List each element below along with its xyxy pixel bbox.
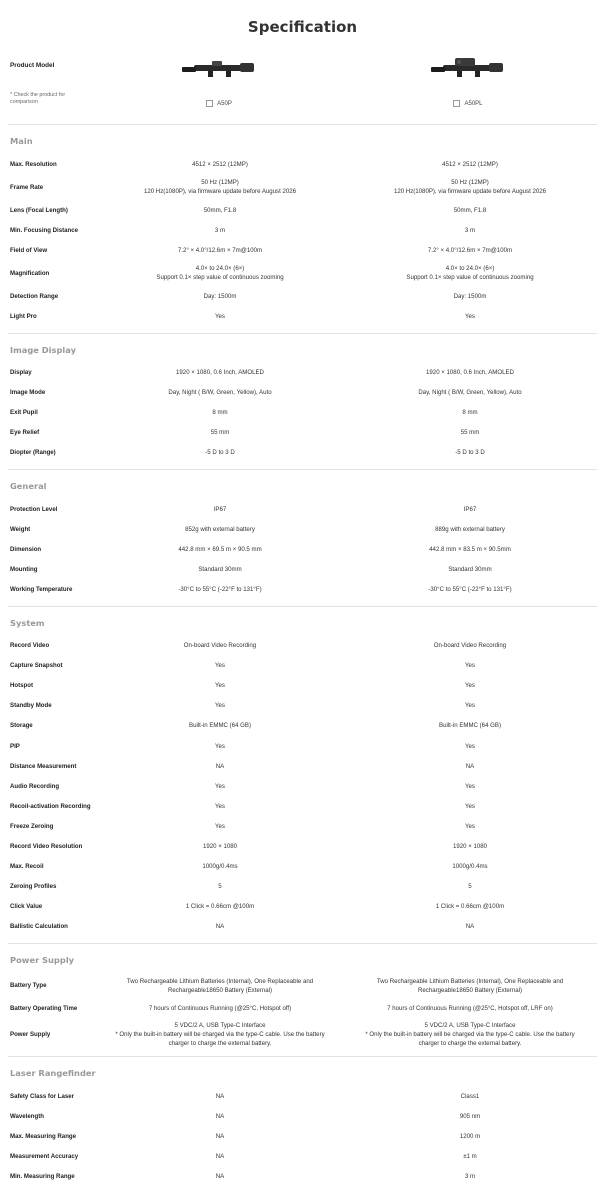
spec-label: Mounting (10, 565, 38, 573)
spec-value-a50p: -30°C to 55°C (-22°F to 131°F) (178, 585, 262, 593)
spec-row (0, 857, 605, 877)
spec-value-a50p: NA (215, 923, 225, 931)
spec-value-a50p: 55 mm (210, 429, 230, 437)
spec-value-a50pl: Standard 30mm (448, 565, 492, 573)
section-title: Laser Rangefinder (10, 1068, 96, 1078)
spec-row (0, 877, 605, 897)
spec-value-a50p: NA (215, 1152, 225, 1160)
spec-label: Max. Recoil (10, 863, 44, 871)
spec-value-a50p: Yes (215, 822, 225, 830)
spec-label: Hotspot (10, 682, 34, 690)
spec-sections (0, 124, 605, 1192)
spec-value-a50pl: 4512 × 2512 (12MP) (442, 160, 498, 168)
spec-value-a50p: Yes (215, 702, 225, 710)
spec-label: Min. Focusing Distance (10, 226, 79, 234)
spec-label: Battery Type (10, 982, 47, 990)
spec-value-a50pl: Class1 (460, 1092, 480, 1100)
spec-label: Frame Rate (10, 183, 44, 191)
spec-value-a50pl: ±1 m (463, 1152, 477, 1160)
spec-value-a50pl: Day, Night ( B/W, Green, Yellow), Auto (418, 389, 522, 397)
spec-value-a50pl: Day: 1500m (453, 292, 487, 300)
spec-label: Diopter (Range) (10, 449, 56, 457)
spec-row (0, 999, 605, 1019)
spec-label: Click Value (10, 903, 43, 911)
spec-row (0, 836, 605, 856)
spec-row (0, 756, 605, 776)
section-title: Image Display (10, 344, 76, 355)
spec-value-a50p: Yes (215, 802, 225, 810)
rifle-scope-image (423, 54, 513, 84)
spec-label: PIP (10, 742, 20, 750)
spec-row (0, 443, 605, 463)
spec-row (0, 403, 605, 423)
spec-row (0, 736, 605, 756)
spec-row (0, 306, 605, 326)
spec-value-a50pl: NA (465, 762, 475, 770)
spec-value-a50p: On-board Video Recording (183, 642, 257, 650)
spec-row (0, 499, 605, 519)
spec-value-a50p: -5 D to 3 D (205, 449, 235, 457)
spec-value-a50pl: Two Rechargeable Lithium Batteries (Internal), One Replaceable and Rechargeable18650 Battery (External) (376, 977, 564, 994)
spec-label: Measurement Accuracy (10, 1152, 79, 1160)
spec-label: Display (10, 369, 32, 377)
spec-row (0, 636, 605, 656)
spec-value-a50p: 1 Click = 0.66cm @100m (185, 903, 255, 911)
spec-value-a50pl: 7.2° × 4.0°/12.6m × 7m@100m (427, 246, 513, 254)
spec-value-a50p: Yes (215, 682, 225, 690)
spec-label: Capture Snapshot (10, 662, 63, 670)
spec-value-a50p: 50mm, F1.8 (203, 206, 237, 214)
spec-label: Exit Pupil (10, 409, 38, 417)
spec-row (0, 559, 605, 579)
spec-label: Ballistic Calculation (10, 923, 68, 931)
spec-row (0, 1106, 605, 1126)
spec-value-a50p: 7 hours of Continuous Running (@25°C, Hotspot off) (148, 1005, 292, 1013)
spec-value-a50p: NA (215, 1092, 225, 1100)
spec-value-a50p: 5 VDC/2 A, USB Type-C Interface * Only the built-in battery will be charged via the type-C cable. Use the battery charger to charge the external battery. (115, 1022, 325, 1047)
spec-label: Detection Range (10, 292, 59, 300)
spec-row (0, 423, 605, 443)
product-model-label: Product Model (10, 62, 55, 69)
spec-value-a50pl: 5 VDC/2 A, USB Type-C Interface * Only the built-in battery will be charged via the type-C cable. Use the battery charger to charge the external battery. (365, 1022, 575, 1047)
spec-row (0, 1146, 605, 1166)
compare-checkbox-a50pl[interactable] (453, 100, 482, 107)
section-title: Power Supply (10, 954, 75, 965)
spec-row (0, 656, 605, 676)
spec-value-a50pl: 4.0× to 24.0× (6×) Support 0.1× step value of continuous zooming (406, 265, 534, 282)
spec-value-a50pl: 1920 × 1080, 0.6 Inch, AMOLED (426, 369, 514, 377)
product-name: A50P (217, 100, 232, 107)
spec-value-a50p: NA (215, 762, 225, 770)
spec-value-a50p: NA (215, 1172, 225, 1180)
spec-value-a50pl: 3 m (464, 1172, 476, 1180)
spec-label: Weight (10, 525, 31, 533)
spec-label: Zeroing Profiles (10, 883, 57, 891)
spec-label: Record Video Resolution (10, 842, 83, 850)
spec-value-a50p: 442.8 mm × 69.5 m × 90.5 mm (178, 545, 262, 553)
spec-row (0, 220, 605, 240)
spec-label: Standby Mode (10, 702, 52, 710)
spec-value-a50pl: Yes (465, 313, 475, 321)
spec-value-a50pl: Yes (465, 802, 475, 810)
spec-value-a50pl: 1000g/0.4ms (452, 863, 488, 871)
spec-value-a50p: 50 Hz (12MP) 120 Hz(1080P), via firmware update before August 2026 (143, 179, 297, 196)
compare-checkbox-a50p[interactable] (206, 100, 232, 107)
spec-value-a50pl: 50mm, F1.8 (453, 206, 487, 214)
spec-label: Power Supply (10, 1031, 51, 1038)
spec-label: Recoil-activation Recording (10, 802, 91, 810)
spec-value-a50pl: NA (465, 923, 475, 931)
product-card-a50p (159, 54, 279, 109)
spec-row (0, 816, 605, 836)
spec-value-a50pl: Built-in EMMC (64 GB) (439, 722, 501, 730)
spec-row (0, 174, 605, 200)
spec-row (0, 917, 605, 937)
spec-label: Storage (10, 722, 33, 730)
spec-value-a50pl: Yes (465, 742, 475, 750)
spec-row (0, 796, 605, 816)
spec-value-a50p: Yes (215, 662, 225, 670)
spec-label: Max. Measuring Range (10, 1132, 77, 1140)
spec-value-a50pl: 905 nm (459, 1112, 481, 1120)
spec-value-a50pl: 442.8 mm × 83.5 m × 90.5mm (429, 545, 511, 553)
spec-value-a50pl: 50 Hz (12MP) 120 Hz(1080P), via firmware update before August 2026 (393, 179, 547, 196)
spec-row (0, 1086, 605, 1106)
spec-value-a50p: 5 (218, 883, 222, 891)
spec-label: Image Mode (10, 389, 46, 397)
spec-row (0, 1019, 605, 1050)
spec-value-a50p: 1000g/0.4ms (202, 863, 238, 871)
spec-value-a50p: 7.2° × 4.0°/12.6m × 7m@100m (177, 246, 263, 254)
spec-value-a50p: Day, Night ( B/W, Green, Yellow), Auto (168, 389, 272, 397)
spec-row (0, 260, 605, 286)
spec-row (0, 696, 605, 716)
product-model-row (0, 54, 605, 124)
spec-row (0, 200, 605, 220)
spec-value-a50pl: Yes (465, 662, 475, 670)
spec-value-a50pl: Yes (465, 682, 475, 690)
spec-value-a50p: 1920 × 1080, 0.6 Inch, AMOLED (176, 369, 264, 377)
spec-row (0, 154, 605, 174)
spec-label: Wavelength (10, 1112, 44, 1120)
spec-value-a50pl: 889g with external battery (435, 525, 505, 533)
spec-row (0, 363, 605, 383)
spec-row (0, 240, 605, 260)
spec-row (0, 383, 605, 403)
spec-row (0, 579, 605, 599)
checkbox-box[interactable] (206, 100, 213, 107)
spec-value-a50pl: 55 mm (460, 429, 480, 437)
spec-label: Dimension (10, 545, 42, 553)
spec-value-a50p: 3 m (214, 226, 226, 234)
spec-value-a50p: Yes (215, 313, 225, 321)
spec-row (0, 973, 605, 999)
spec-label: Safety Class for Laser (10, 1092, 75, 1100)
spec-value-a50pl: 1920 × 1080 (452, 842, 488, 850)
spec-label: Record Video (10, 642, 50, 650)
spec-value-a50pl: On-board Video Recording (433, 642, 507, 650)
product-card-a50pl (408, 54, 528, 109)
spec-label: Protection Level (10, 505, 58, 513)
spec-value-a50pl: 7 hours of Continuous Running (@25°C, Hotspot off, LRF on) (387, 1005, 553, 1013)
spec-label: Max. Resolution (10, 160, 57, 168)
spec-value-a50p: 8 mm (212, 409, 228, 417)
spec-value-a50pl: Yes (465, 782, 475, 790)
spec-value-a50p: Two Rechargeable Lithium Batteries (Internal), One Replaceable and Rechargeable18650 Battery (External) (126, 977, 314, 994)
spec-value-a50pl: 1 Click = 0.66cm @100m (435, 903, 505, 911)
spec-value-a50pl: -5 D to 3 D (455, 449, 485, 457)
spec-row (0, 286, 605, 306)
spec-value-a50pl: 5 (468, 883, 472, 891)
spec-value-a50p: 4512 × 2512 (12MP) (192, 160, 248, 168)
spec-value-a50p: IP67 (213, 505, 227, 513)
spec-row (0, 519, 605, 539)
spec-value-a50pl: 3 m (464, 226, 476, 234)
spec-label: Min. Measuring Range (10, 1172, 75, 1180)
spec-label: Eye Relief (10, 429, 40, 437)
spec-value-a50pl: 1200 m (459, 1132, 481, 1140)
spec-value-a50pl: Yes (465, 702, 475, 710)
spec-label: Audio Recording (10, 782, 60, 790)
spec-value-a50p: Standard 30mm (198, 565, 242, 573)
spec-row (0, 1166, 605, 1186)
section-title: Main (10, 136, 33, 146)
spec-value-a50pl: IP67 (463, 505, 477, 513)
spec-row (0, 776, 605, 796)
spec-label: Lens (Focal Length) (10, 206, 68, 214)
spec-value-a50p: 4.0× to 24.0× (6×) Support 0.1× step value of continuous zooming (156, 265, 284, 282)
spec-value-a50p: 1920 × 1080 (202, 842, 238, 850)
spec-label: Working Temperature (10, 585, 73, 593)
spec-label: Distance Measurement (10, 762, 77, 770)
spec-row (0, 716, 605, 736)
spec-row (0, 1126, 605, 1146)
spec-value-a50p: Day: 1500m (203, 292, 237, 300)
spec-value-a50p: Built-in EMMC (64 GB) (189, 722, 251, 730)
spec-value-a50pl: 8 mm (462, 409, 478, 417)
spec-label: Light Pro (10, 313, 37, 321)
spec-row (0, 897, 605, 917)
spec-row (0, 539, 605, 559)
section-title: General (10, 481, 47, 492)
spec-value-a50p: Yes (215, 742, 225, 750)
product-name: A50PL (464, 100, 483, 107)
spec-value-a50pl: -30°C to 55°C (-22°F to 131°F) (428, 585, 512, 593)
section-title: System (10, 617, 45, 628)
spec-value-a50p: NA (215, 1132, 225, 1140)
rifle-scope-image (174, 54, 264, 84)
spec-value-a50p: Yes (215, 782, 225, 790)
spec-label: Field of View (10, 246, 48, 254)
spec-row (0, 676, 605, 696)
section-spacer (0, 1186, 605, 1192)
comparison-hint: * Check the product for comparison (10, 92, 66, 105)
spec-value-a50p: NA (215, 1112, 225, 1120)
spec-value-a50p: 852g with external battery (185, 525, 255, 533)
spec-label: Magnification (10, 269, 50, 277)
page-title: Specification (247, 18, 358, 36)
spec-value-a50pl: Yes (465, 822, 475, 830)
spec-label: Freeze Zeroing (10, 822, 54, 830)
checkbox-box[interactable] (453, 100, 460, 107)
spec-label: Battery Operating Time (10, 1005, 78, 1013)
